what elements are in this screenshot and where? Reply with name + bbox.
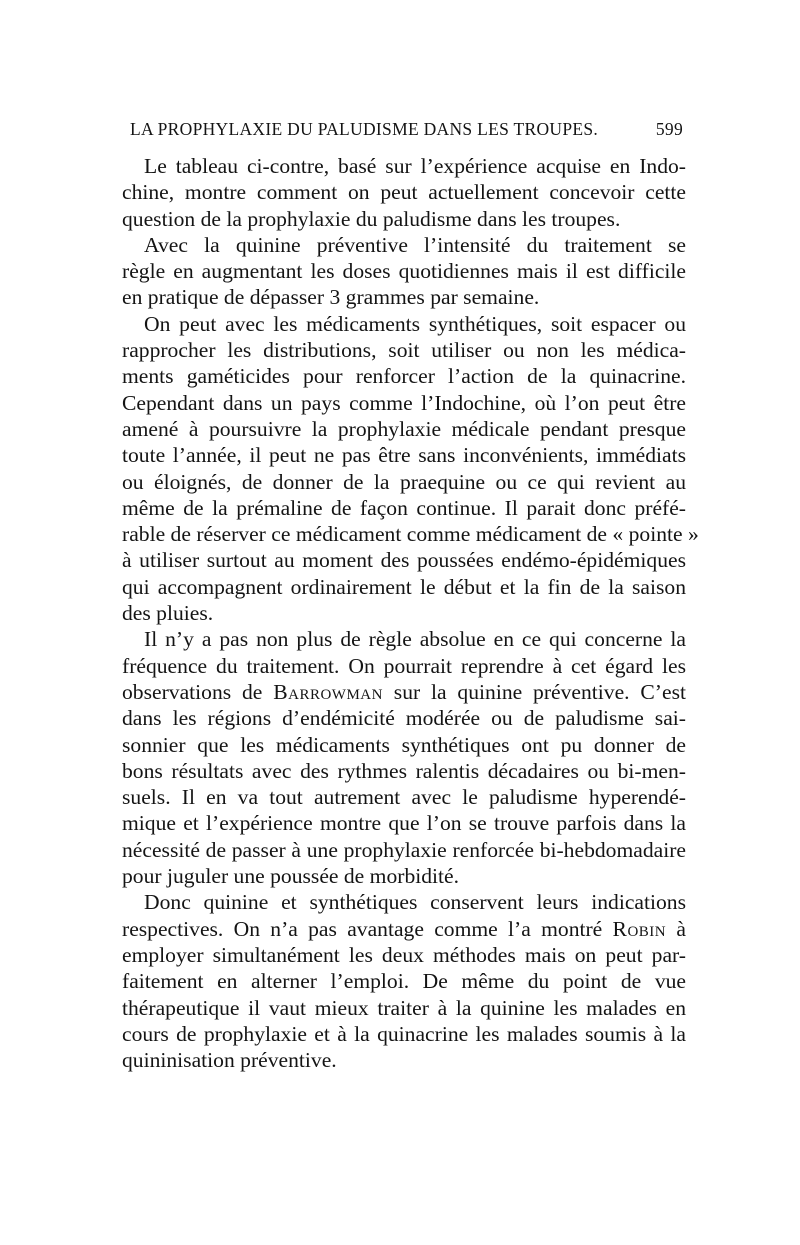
text-line: pour juguler une poussée de morbidité. [122,864,460,889]
text-line: quininisation préventive. [122,1048,337,1073]
text-line: Avec la quinine préventive l’intensité du traitement se [144,232,686,257]
text-line: ou éloignés, de donner de la praequine ou ce qui revient au [122,469,686,494]
text-fragment: sur la quinine préventive. C’est [382,679,686,704]
text-line: toute l’année, il peut ne pas être sans inconvénients, immédiats [122,443,686,468]
text-line: Il n’y a pas non plus de règle absolue en ce qui concerne la [144,627,686,652]
text-fragment: observations de [122,679,274,704]
text-line: thérapeutique il vaut mieux traiter à la quinine les malades en [122,995,686,1020]
text-line: employer simultanément les deux méthodes mais on peut par- [122,942,686,967]
text-line: sonnier que les médicaments synthétiques ont pu donner de [122,732,686,757]
body-text [122,153,699,1073]
text-line: des pluies. [122,601,214,626]
text-line: Le tableau ci-contre, basé sur l’expérience acquise en Indo- [144,154,686,178]
running-head [130,117,683,141]
text-line [122,916,686,942]
paragraph-2 [122,232,686,311]
page-number: 599 [655,119,683,139]
text-line: nécessité de passer à une prophylaxie renforcée bi-hebdomadaire [122,837,686,862]
text-line: faitement en alterner l’emploi. De même du point de vue [122,969,686,994]
text-line: rapprocher les distributions, soit utiliser ou non les médica- [122,338,686,363]
text-line: ments gaméticides pour renforcer l’action de la quinacrine. [122,364,686,389]
text-line: qui accompagnent ordinairement le début et la fin de la saison [122,574,686,599]
paragraph-3 [122,311,699,627]
text-line: amené à poursuivre la prophylaxie médicale pendant presque [122,416,686,441]
text-line: à utiliser surtout au moment des poussées endémo-épidémiques [122,548,686,573]
paragraph-4 [122,626,686,889]
text-line: même de la prémaline de façon continue. Il parait donc préfé- [122,495,686,520]
text-line: chine, montre comment on peut actuellement concevoir cette [122,180,686,205]
text-line: question de la prophylaxie du paludisme dans les troupes. [122,206,621,231]
text-line: cours de prophylaxie et à la quinacrine les malades soumis à la [122,1021,686,1046]
author-name: Robin [612,916,667,941]
text-line: suels. Il en va tout autrement avec le paludisme hyperendé- [122,785,686,810]
text-line: Donc quinine et synthétiques conservent leurs indications [144,890,686,915]
text-line: dans les régions d’endémicité modérée ou de paludisme sai- [122,706,686,731]
paragraph-5 [122,889,686,1073]
author-name: Barrowman [273,679,383,704]
text-line: On peut avec les médicaments synthétiques, soit espacer ou [144,311,686,336]
text-line: Cependant dans un pays comme l’Indochine, où l’on peut être [122,390,686,415]
text-line: mique et l’expérience montre que l’on se trouve parfois dans la [122,811,686,836]
text-line: rable de réserver ce médicament comme médicament de « pointe » [122,522,699,547]
text-line: en pratique de dépasser 3 grammes par semaine. [122,285,540,310]
text-line: bons résultats avec des rythmes ralentis décadaires ou bi-men- [122,758,686,783]
text-line: fréquence du traitement. On pourrait reprendre à cet égard les [122,653,686,678]
running-title: LA PROPHYLAXIE DU PALUDISME DANS LES TROUPES. [130,119,599,139]
text-line: règle en augmentant les doses quotidiennes mais il est difficile [122,259,686,284]
text-line [122,679,686,705]
text-fragment: à [666,916,686,941]
paragraph-1 [122,153,686,232]
text-fragment: respectives. On n’a pas avantage comme l’a montré [122,916,613,941]
